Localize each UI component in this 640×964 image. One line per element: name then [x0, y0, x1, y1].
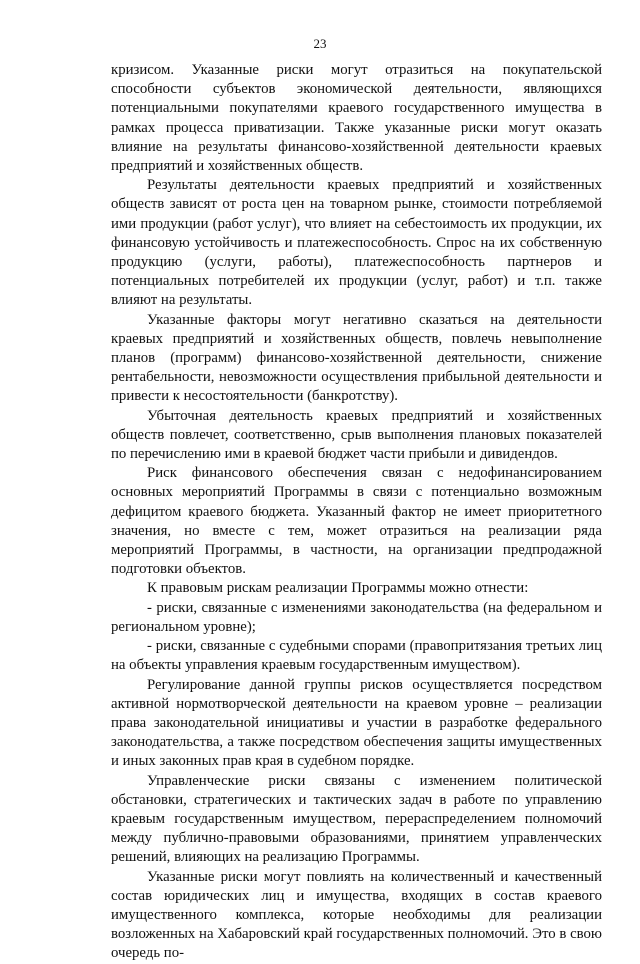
paragraph: Управленческие риски связаны с изменением политической обстановки, стратегических и тактических задач в работе по управлению краевым государственным имуществом, перераспределением полномочий между публично-правовыми образованиями, принятием управленческих решений, влияющих на реализацию Программы.	[111, 772, 602, 866]
paragraph: К правовым рискам реализации Программы можно отнести:	[147, 580, 529, 597]
paragraph: Указанные риски могут повлиять на количественный и качественный состав юридических лиц и имущества, входящих в состав краевого имущественного комплекса, которые необходимы для реализации возложенных на Хабаровский край государственных полномочий. Это в свою очередь по-	[111, 868, 602, 962]
paragraph: Результаты деятельности краевых предприятий и хозяйственных обществ зависят от роста цен на товарном рынке, стоимости потребляемой ими продукции (работ услуг), что влияет на себестоимость их продукции, их финансовую устойчивость и платежеспособность. Спрос на их собственную продукцию (услуги, работы), платежеспособность партнеров и потенциальных потребителей их продукции (услуг, работ) и т.п. также влияют на результаты.	[111, 177, 602, 309]
paragraph-continuation: кризисом. Указанные риски могут отразиться на покупательской способности субъектов экономической деятельности, являющихся потенциальными покупателями краевого государственного имущества в рамках процесса приватизации. Также указанные риски могут оказать влияние на результаты финансово-хозяйственной деятельности краевых предприятий и хозяйственных обществ.	[111, 62, 602, 175]
paragraph: Риск финансового обеспечения связан с недофинансированием основных мероприятий Программы в связи с потенциально возможным дефицитом краевого бюджета. Указанный фактор не имеет приоритетного значения, но вместе с тем, может отразиться на реализации ряда мероприятий Программы, в частности, на организации предпродажной подготовки объектов.	[111, 465, 602, 578]
page-number: 23	[313, 36, 327, 51]
list-item: - риски, связанные с судебными спорами (правопритязания третьих лиц на объекты управления краевым государственным имуществом).	[111, 638, 602, 674]
paragraph: Указанные факторы могут негативно сказаться на деятельности краевых предприятий и хозяйственных обществ, повлечь невыполнение планов (программ) финансово-хозяйственной деятельности, снижение рентабельности, невозможности осуществления прибыльной деятельности и привести к несостоятельности (банкротству).	[111, 311, 602, 405]
paragraph: Убыточная деятельность краевых предприятий и хозяйственных обществ повлечет, соответственно, срыв выполнения плановых показателей по перечислению ими в краевой бюджет части прибыли и дивидендов.	[111, 407, 602, 463]
document-body	[111, 61, 602, 964]
paragraph: Регулирование данной группы рисков осуществляется посредством активной нормотворческой деятельности на краевом уровне – реализации права законодательной инициативы и участии в разработке федерального законодательства, а также посредством обеспечения защиты имущественных и иных законных прав края в судебном порядке.	[111, 676, 602, 770]
list-item: - риски, связанные с изменениями законодательства (на федеральном и региональном уровне);	[111, 599, 602, 635]
